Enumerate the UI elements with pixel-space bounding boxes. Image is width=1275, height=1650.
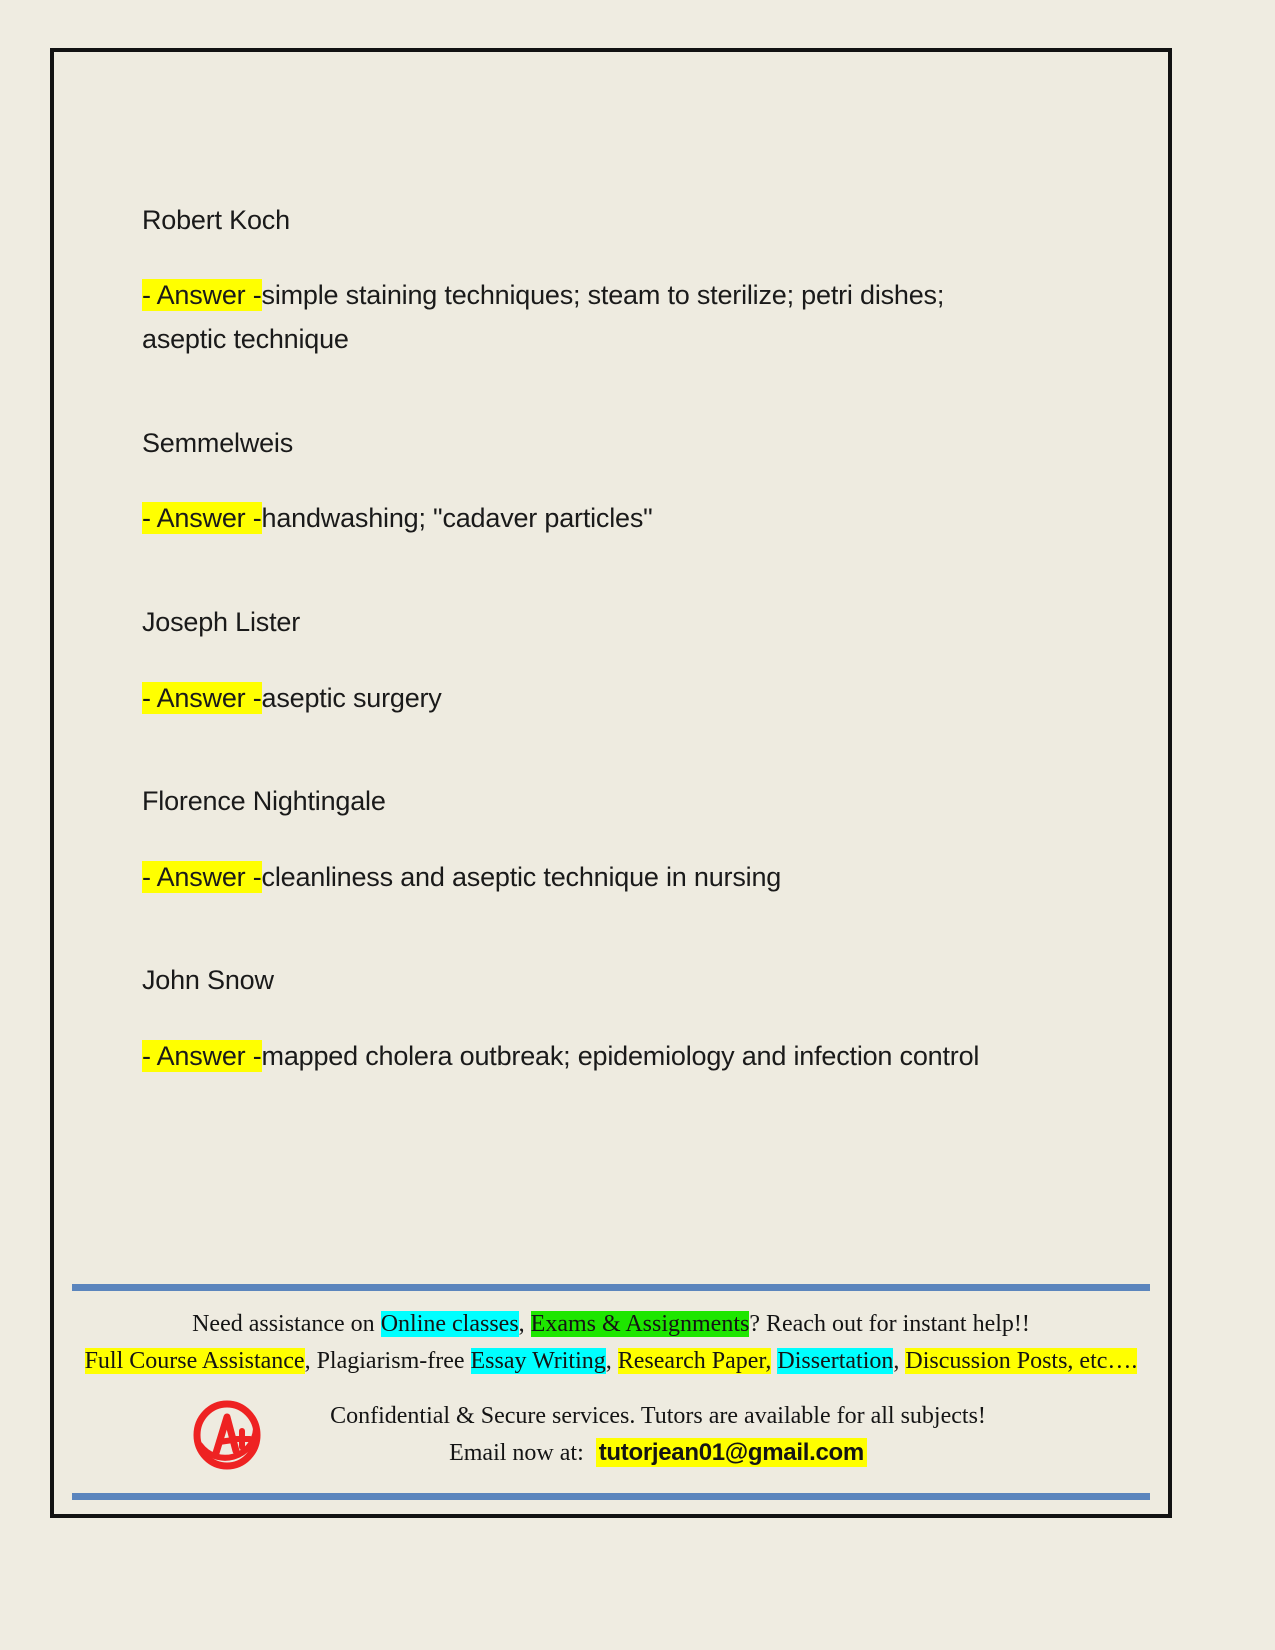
qa-entry	[142, 604, 1042, 720]
contact-text	[276, 1399, 1150, 1471]
confidential-tagline: Confidential & Secure services. Tutors are available for all subjects!	[330, 1403, 986, 1430]
promo-footer	[72, 1284, 1150, 1500]
a-plus-logo-icon	[180, 1393, 276, 1477]
promo-text-4: , Plagiarism-free	[304, 1347, 471, 1374]
answer-marker: - Answer -	[142, 682, 262, 713]
answer-marker: - Answer -	[142, 1040, 262, 1071]
footer-divider-bottom	[72, 1493, 1150, 1500]
promo-highlight-exams-assignments: Exams & Assignments	[530, 1310, 750, 1337]
qa-entry	[142, 783, 1042, 899]
answer-text	[142, 497, 1032, 541]
promo-highlight-discussion-posts: Discussion Posts, etc….	[905, 1347, 1138, 1374]
term-label: Robert Koch	[142, 205, 290, 235]
term-label: Joseph Lister	[142, 607, 300, 638]
promo-text-2: ,	[518, 1310, 531, 1337]
promo-highlight-online-classes: Online classes	[380, 1310, 519, 1337]
promo-text-3: ? Reach out for instant help!!	[749, 1310, 1030, 1337]
answer-body: handwashing; "cadaver particles"	[261, 503, 653, 534]
promo-highlight-research-paper: Research Paper,	[617, 1347, 772, 1374]
answer-text	[142, 1035, 1032, 1079]
answer-body: aseptic surgery	[261, 682, 442, 713]
email-address[interactable]: tutorjean01@gmail.com	[596, 1438, 867, 1467]
qa-entry	[142, 425, 1042, 541]
promo-line-1	[72, 1309, 1150, 1340]
qa-entry	[142, 202, 1042, 362]
email-prefix-label: Email now at:	[449, 1440, 584, 1466]
qa-content	[142, 202, 1042, 1079]
document-page	[50, 48, 1172, 1518]
answer-marker: - Answer -	[142, 503, 262, 534]
term-label: Florence Nightingale	[142, 786, 386, 817]
term-label: Semmelweis	[142, 427, 294, 458]
promo-line-2	[72, 1346, 1150, 1377]
contact-block	[72, 1393, 1150, 1477]
answer-marker: - Answer -	[142, 861, 262, 892]
promo-text-7: ,	[893, 1347, 906, 1374]
promo-text-5: ,	[605, 1347, 618, 1374]
answer-text	[142, 677, 1032, 721]
promo-highlight-full-course: Full Course Assistance	[84, 1347, 305, 1374]
promo-highlight-essay-writing: Essay Writing	[470, 1347, 606, 1374]
footer-divider-top	[72, 1284, 1150, 1291]
answer-text	[142, 856, 1032, 900]
answer-text	[142, 274, 1032, 361]
answer-marker: - Answer -	[142, 280, 262, 311]
qa-entry	[142, 962, 1042, 1078]
term-label: John Snow	[142, 965, 274, 996]
answer-body: simple staining techniques; steam to sterilize; petri dishes; aseptic technique	[142, 280, 945, 355]
email-row	[276, 1436, 1040, 1471]
answer-body: cleanliness and aseptic technique in nursing	[261, 861, 782, 892]
answer-body: mapped cholera outbreak; epidemiology and infection control	[261, 1040, 980, 1071]
promo-highlight-dissertation: Dissertation	[777, 1347, 894, 1374]
promo-text-1: Need assistance on	[192, 1310, 381, 1337]
